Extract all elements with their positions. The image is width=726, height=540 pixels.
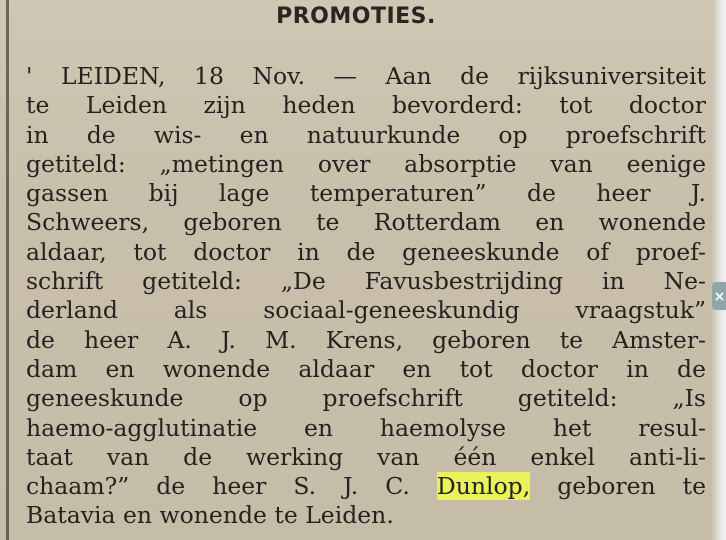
viewer-edge <box>712 0 726 540</box>
close-icon <box>715 292 724 301</box>
article-line-head: chaam?” de heer S. J. C. <box>26 472 410 501</box>
article-line: in de wis- en natuurkunde op proefschrift <box>26 120 706 149</box>
article-last-line: Batavia en wonende te Leiden. <box>26 501 394 530</box>
article-line: aldaar, tot doctor in de geneeskunde of proef- <box>26 237 706 266</box>
article-headline: PROMOTIES. <box>276 4 436 29</box>
highlighted-search-term[interactable]: Dunlop, <box>436 472 531 501</box>
article-line: getiteld: „metingen over absorptie van eenige <box>26 149 706 178</box>
column-rule <box>6 0 9 540</box>
article-line: Schweers, geboren te Rotterdam en wonende <box>26 208 706 237</box>
article-line: gassen bij lage temperaturen” de heer J. <box>26 179 706 208</box>
article-line: te Leiden zijn heden bevorderd: tot doctor <box>26 91 706 120</box>
article-line-with-highlight <box>26 472 706 501</box>
article-line: taat van de werking van één enkel anti-li- <box>26 442 706 471</box>
article-line: de heer A. J. M. Krens, geboren te Amster- <box>26 325 706 354</box>
article-line: dam en wonende aldaar en tot doctor in de <box>26 354 706 383</box>
article-body <box>26 62 706 531</box>
article-line-tail: geboren te <box>530 472 706 501</box>
side-panel-toggle[interactable] <box>712 282 726 310</box>
article-line: geneeskunde op proefschrift getiteld: „Is <box>26 384 706 413</box>
article-line: haemo-agglutinatie en haemolyse het resul- <box>26 413 706 442</box>
article-line: schrift getiteld: „De Favusbestrijding in Ne- <box>26 267 706 296</box>
article-line: ' LEIDEN, 18 Nov. — Aan de rijksuniversiteit <box>26 62 706 90</box>
article-line: derland als sociaal-geneeskundig vraagstuk” <box>26 296 706 325</box>
